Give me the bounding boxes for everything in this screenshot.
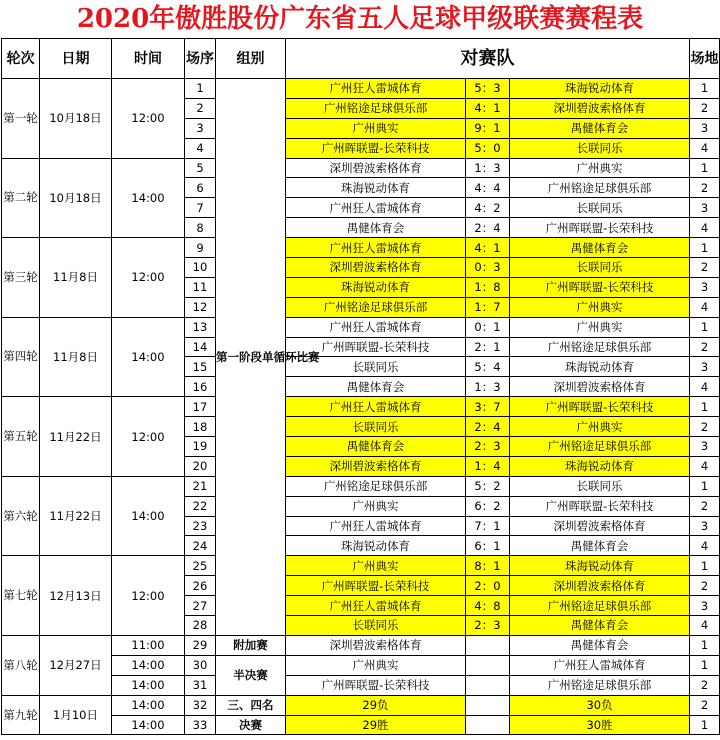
home-team: 广州狂人雷城体育 <box>286 317 466 337</box>
table-row <box>2 238 720 258</box>
round-label: 第一轮 <box>2 79 40 159</box>
match-score: 4：1 <box>466 98 510 118</box>
away-team: 广州典实 <box>510 417 690 437</box>
match-score: 1：3 <box>466 377 510 397</box>
venue-number: 4 <box>690 218 720 238</box>
round-date: 11月8日 <box>40 317 112 397</box>
away-team: 广州铭途足球俱乐部 <box>510 596 690 616</box>
table-row <box>2 556 720 576</box>
venue-number: 3 <box>690 357 720 377</box>
match-score: 7：1 <box>466 516 510 536</box>
round-label: 第二轮 <box>2 158 40 238</box>
away-team: 广州晖联盟-长荣科技 <box>510 218 690 238</box>
round-label: 第八轮 <box>2 635 40 695</box>
match-no: 8 <box>185 218 216 238</box>
round-date: 12月27日 <box>40 635 112 695</box>
page-title: 2020年傲胜股份广东省五人足球甲级联赛赛程表 <box>76 4 644 34</box>
match-no: 7 <box>185 198 216 218</box>
match-no: 33 <box>185 715 216 735</box>
header-date: 日期 <box>40 39 112 79</box>
home-team: 深圳碧波索格体育 <box>286 158 466 178</box>
match-no: 2 <box>185 98 216 118</box>
venue-number: 2 <box>690 695 720 715</box>
venue-number: 4 <box>690 456 720 476</box>
match-score <box>466 655 510 675</box>
venue-number: 4 <box>690 138 720 158</box>
table-row <box>2 695 720 715</box>
away-team: 广州晖联盟-长荣科技 <box>510 397 690 417</box>
venue-number: 4 <box>690 616 720 636</box>
venue-number: 4 <box>690 297 720 317</box>
group-extra: 附加赛 <box>216 635 286 655</box>
away-team: 广州晖联盟-长荣科技 <box>510 277 690 297</box>
away-team: 长联同乐 <box>510 476 690 496</box>
home-team: 广州铭途足球俱乐部 <box>286 297 466 317</box>
match-no: 17 <box>185 397 216 417</box>
match-no: 6 <box>185 178 216 198</box>
match-no: 20 <box>185 456 216 476</box>
venue-number: 2 <box>690 98 720 118</box>
away-team: 禺健体育会 <box>510 238 690 258</box>
home-team: 广州典实 <box>286 655 466 675</box>
home-team: 长联同乐 <box>286 417 466 437</box>
match-no: 9 <box>185 238 216 258</box>
venue-number: 2 <box>690 417 720 437</box>
header-row <box>2 39 720 79</box>
away-team: 广州狂人雷城体育 <box>510 655 690 675</box>
round-date: 10月18日 <box>40 158 112 238</box>
group-semi: 半决赛 <box>216 655 286 695</box>
match-score: 2：3 <box>466 437 510 457</box>
match-no: 27 <box>185 596 216 616</box>
match-no: 26 <box>185 576 216 596</box>
away-team: 深圳碧波索格体育 <box>510 516 690 536</box>
match-score: 4：4 <box>466 178 510 198</box>
away-team: 禺健体育会 <box>510 118 690 138</box>
match-score <box>466 635 510 655</box>
round-label: 第四轮 <box>2 317 40 397</box>
match-no: 1 <box>185 79 216 99</box>
round-time: 12:00 <box>112 238 185 318</box>
away-team: 长联同乐 <box>510 258 690 278</box>
venue-number: 3 <box>690 198 720 218</box>
match-no: 28 <box>185 616 216 636</box>
venue-number: 3 <box>690 596 720 616</box>
home-team: 广州晖联盟-长荣科技 <box>286 138 466 158</box>
match-no: 5 <box>185 158 216 178</box>
away-team: 广州典实 <box>510 158 690 178</box>
home-team: 珠海锐动体育 <box>286 277 466 297</box>
table-row <box>2 635 720 655</box>
match-score: 5：2 <box>466 476 510 496</box>
away-team: 珠海锐动体育 <box>510 357 690 377</box>
away-team: 广州晖联盟-长荣科技 <box>510 496 690 516</box>
match-score: 0：3 <box>466 258 510 278</box>
venue-number: 1 <box>690 635 720 655</box>
venue-number: 1 <box>690 79 720 99</box>
away-team: 长联同乐 <box>510 138 690 158</box>
match-score: 1：7 <box>466 297 510 317</box>
away-team: 长联同乐 <box>510 198 690 218</box>
match-score: 2：4 <box>466 417 510 437</box>
match-no: 22 <box>185 496 216 516</box>
round-time: 14:00 <box>112 158 185 238</box>
venue-number: 1 <box>690 715 720 735</box>
venue-number: 1 <box>690 556 720 576</box>
away-team: 深圳碧波索格体育 <box>510 98 690 118</box>
away-team: 30负 <box>510 695 690 715</box>
home-team: 广州铭途足球俱乐部 <box>286 476 466 496</box>
home-team: 长联同乐 <box>286 616 466 636</box>
round-date: 11月22日 <box>40 476 112 556</box>
away-team: 深圳碧波索格体育 <box>510 377 690 397</box>
table-row <box>2 158 720 178</box>
match-time: 11:00 <box>112 635 185 655</box>
home-team: 广州狂人雷城体育 <box>286 238 466 258</box>
round-date: 11月8日 <box>40 238 112 318</box>
match-no: 31 <box>185 675 216 695</box>
match-no: 25 <box>185 556 216 576</box>
header-group: 组别 <box>216 39 286 79</box>
match-score <box>466 695 510 715</box>
match-no: 23 <box>185 516 216 536</box>
away-team: 禺健体育会 <box>510 616 690 636</box>
away-team: 广州典实 <box>510 297 690 317</box>
stage-label: 第一阶段单循环比赛 <box>216 79 286 636</box>
match-no: 32 <box>185 695 216 715</box>
match-score: 5：3 <box>466 79 510 99</box>
away-team: 广州铭途足球俱乐部 <box>510 178 690 198</box>
venue-number: 4 <box>690 377 720 397</box>
match-no: 13 <box>185 317 216 337</box>
round-date: 1月10日 <box>40 695 112 735</box>
home-team: 29负 <box>286 695 466 715</box>
header-no: 场序 <box>185 39 216 79</box>
home-team: 广州典实 <box>286 118 466 138</box>
round-date: 11月22日 <box>40 397 112 477</box>
round-date: 10月18日 <box>40 79 112 159</box>
venue-number: 3 <box>690 437 720 457</box>
match-score: 2：4 <box>466 218 510 238</box>
home-team: 广州典实 <box>286 556 466 576</box>
match-score: 6：1 <box>466 536 510 556</box>
venue-number: 2 <box>690 675 720 695</box>
away-team: 广州铭途足球俱乐部 <box>510 437 690 457</box>
match-time: 14:00 <box>112 675 185 695</box>
home-team: 禺健体育会 <box>286 218 466 238</box>
round-time: 14:00 <box>112 317 185 397</box>
table-row <box>2 317 720 337</box>
match-score: 0：1 <box>466 317 510 337</box>
round-label: 第九轮 <box>2 695 40 735</box>
table-row <box>2 79 720 99</box>
home-team: 广州铭途足球俱乐部 <box>286 98 466 118</box>
venue-number: 2 <box>690 496 720 516</box>
venue-number: 3 <box>690 277 720 297</box>
round-time: 12:00 <box>112 79 185 159</box>
table-row <box>2 397 720 417</box>
home-team: 深圳碧波索格体育 <box>286 456 466 476</box>
away-team: 广州铭途足球俱乐部 <box>510 337 690 357</box>
group-label: 三、四名 <box>216 695 286 715</box>
match-no: 30 <box>185 655 216 675</box>
venue-number: 4 <box>690 536 720 556</box>
match-time: 14:00 <box>112 715 185 735</box>
venue-number: 1 <box>690 238 720 258</box>
home-team: 广州狂人雷城体育 <box>286 397 466 417</box>
match-no: 3 <box>185 118 216 138</box>
match-time: 14:00 <box>112 695 185 715</box>
away-team: 深圳碧波索格体育 <box>510 576 690 596</box>
home-team: 广州狂人雷城体育 <box>286 596 466 616</box>
match-no: 18 <box>185 417 216 437</box>
match-score: 6：2 <box>466 496 510 516</box>
venue-number: 3 <box>690 118 720 138</box>
home-team: 深圳碧波索格体育 <box>286 258 466 278</box>
match-score: 4：2 <box>466 198 510 218</box>
round-label: 第七轮 <box>2 556 40 636</box>
round-time: 14:00 <box>112 476 185 556</box>
round-date: 12月13日 <box>40 556 112 636</box>
match-score: 1：3 <box>466 158 510 178</box>
round-time: 12:00 <box>112 556 185 636</box>
match-no: 15 <box>185 357 216 377</box>
home-team: 珠海锐动体育 <box>286 536 466 556</box>
header-teams: 对赛队 <box>286 39 690 79</box>
home-team: 禺健体育会 <box>286 437 466 457</box>
away-team: 禺健体育会 <box>510 635 690 655</box>
match-score: 4：1 <box>466 238 510 258</box>
home-team: 珠海锐动体育 <box>286 178 466 198</box>
home-team: 广州晖联盟-长荣科技 <box>286 337 466 357</box>
home-team: 广州晖联盟-长荣科技 <box>286 675 466 695</box>
venue-number: 2 <box>690 337 720 357</box>
match-no: 14 <box>185 337 216 357</box>
match-no: 12 <box>185 297 216 317</box>
match-score: 2：0 <box>466 576 510 596</box>
match-no: 29 <box>185 635 216 655</box>
match-no: 11 <box>185 277 216 297</box>
venue-number: 1 <box>690 317 720 337</box>
venue-number: 2 <box>690 258 720 278</box>
venue-number: 2 <box>690 178 720 198</box>
home-team: 长联同乐 <box>286 357 466 377</box>
match-no: 21 <box>185 476 216 496</box>
home-team: 深圳碧波索格体育 <box>286 635 466 655</box>
match-score: 8：1 <box>466 556 510 576</box>
match-no: 19 <box>185 437 216 457</box>
home-team: 广州晖联盟-长荣科技 <box>286 576 466 596</box>
away-team: 广州铭途足球俱乐部 <box>510 675 690 695</box>
home-team: 广州狂人雷城体育 <box>286 516 466 536</box>
home-team: 广州狂人雷城体育 <box>286 79 466 99</box>
match-no: 24 <box>185 536 216 556</box>
away-team: 30胜 <box>510 715 690 735</box>
match-score: 3：7 <box>466 397 510 417</box>
home-team: 29胜 <box>286 715 466 735</box>
match-no: 10 <box>185 258 216 278</box>
venue-number: 2 <box>690 576 720 596</box>
match-score: 4：8 <box>466 596 510 616</box>
match-time: 14:00 <box>112 655 185 675</box>
home-team: 禺健体育会 <box>286 377 466 397</box>
schedule-body <box>2 79 720 735</box>
match-no: 16 <box>185 377 216 397</box>
header-venue: 场地 <box>690 39 720 79</box>
group-label: 决赛 <box>216 715 286 735</box>
round-time: 12:00 <box>112 397 185 477</box>
away-team: 禺健体育会 <box>510 536 690 556</box>
match-score: 1：8 <box>466 277 510 297</box>
schedule-table <box>1 38 720 735</box>
round-label: 第三轮 <box>2 238 40 318</box>
header-time: 时间 <box>112 39 185 79</box>
round-label: 第六轮 <box>2 476 40 556</box>
venue-number: 3 <box>690 516 720 536</box>
venue-number: 1 <box>690 655 720 675</box>
away-team: 珠海锐动体育 <box>510 79 690 99</box>
venue-number: 1 <box>690 158 720 178</box>
away-team: 珠海锐动体育 <box>510 556 690 576</box>
header-round: 轮次 <box>2 39 40 79</box>
venue-number: 1 <box>690 397 720 417</box>
away-team: 广州典实 <box>510 317 690 337</box>
match-no: 4 <box>185 138 216 158</box>
round-label: 第五轮 <box>2 397 40 477</box>
match-score: 2：3 <box>466 616 510 636</box>
match-score <box>466 715 510 735</box>
match-score <box>466 675 510 695</box>
table-row <box>2 476 720 496</box>
venue-number: 1 <box>690 476 720 496</box>
match-score: 2：1 <box>466 337 510 357</box>
match-score: 9：1 <box>466 118 510 138</box>
home-team: 广州典实 <box>286 496 466 516</box>
home-team: 广州狂人雷城体育 <box>286 198 466 218</box>
match-score: 5：4 <box>466 357 510 377</box>
match-score: 1：4 <box>466 456 510 476</box>
away-team: 珠海锐动体育 <box>510 456 690 476</box>
match-score: 5：0 <box>466 138 510 158</box>
